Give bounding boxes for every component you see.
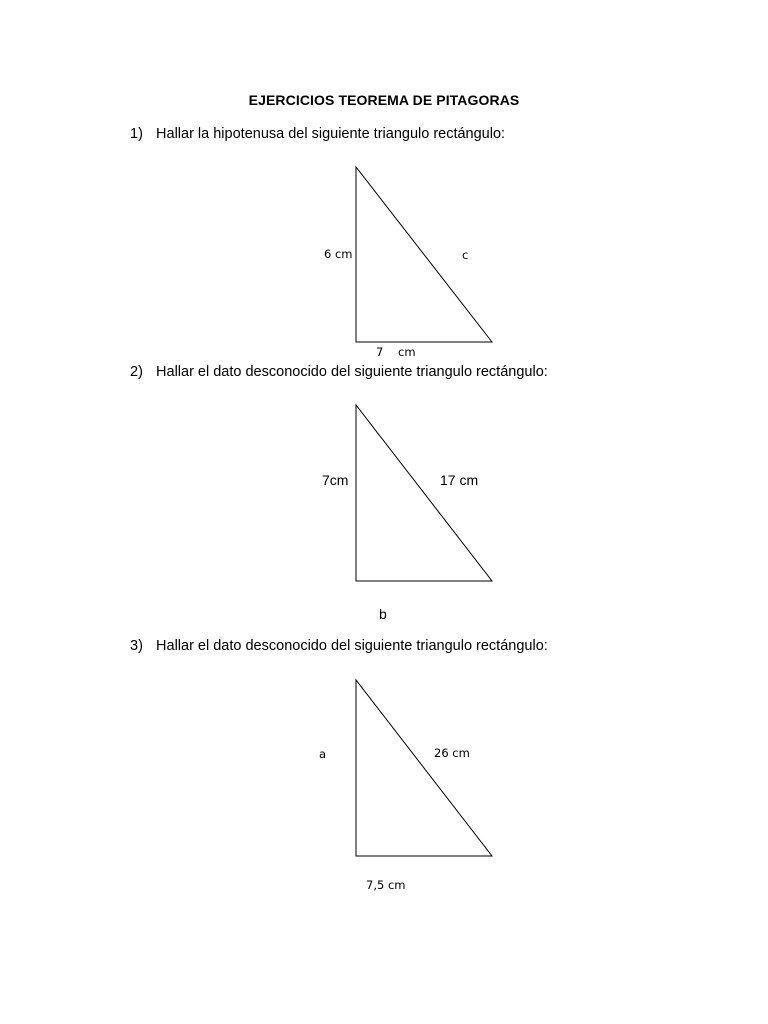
exercise-1-text: Hallar la hipotenusa del siguiente triangulo rectángulo:: [156, 126, 506, 142]
exercise-3-hypotenuse-label: 26 cm: [434, 746, 470, 760]
exercise-1-hypotenuse-label: c: [462, 248, 469, 262]
exercise-1-base-unit-label: cm: [398, 345, 416, 359]
exercise-1-number: 1): [130, 126, 143, 142]
exercise-3-number: 3): [130, 638, 143, 654]
exercise-2-text: Hallar el dato desconocido del siguiente triangulo rectángulo:: [156, 364, 548, 380]
exercise-3-vertical-label: a: [319, 747, 327, 761]
exercise-2-number: 2): [130, 364, 143, 380]
exercise-2-base-label: b: [379, 606, 387, 622]
exercise-1-base-value-label: 7: [376, 345, 384, 359]
exercise-2-hypotenuse-label: 17 cm: [440, 472, 479, 488]
exercise-3-text: Hallar el dato desconocido del siguiente triangulo rectángulo:: [156, 638, 548, 654]
page-title: EJERCICIOS TEOREMA DE PITAGORAS: [248, 92, 520, 108]
exercise-2-vertical-label: 7cm: [322, 472, 349, 488]
exercise-1-vertical-label: 6 cm: [324, 247, 353, 261]
exercise-3-base-label: 7,5 cm: [366, 878, 406, 892]
